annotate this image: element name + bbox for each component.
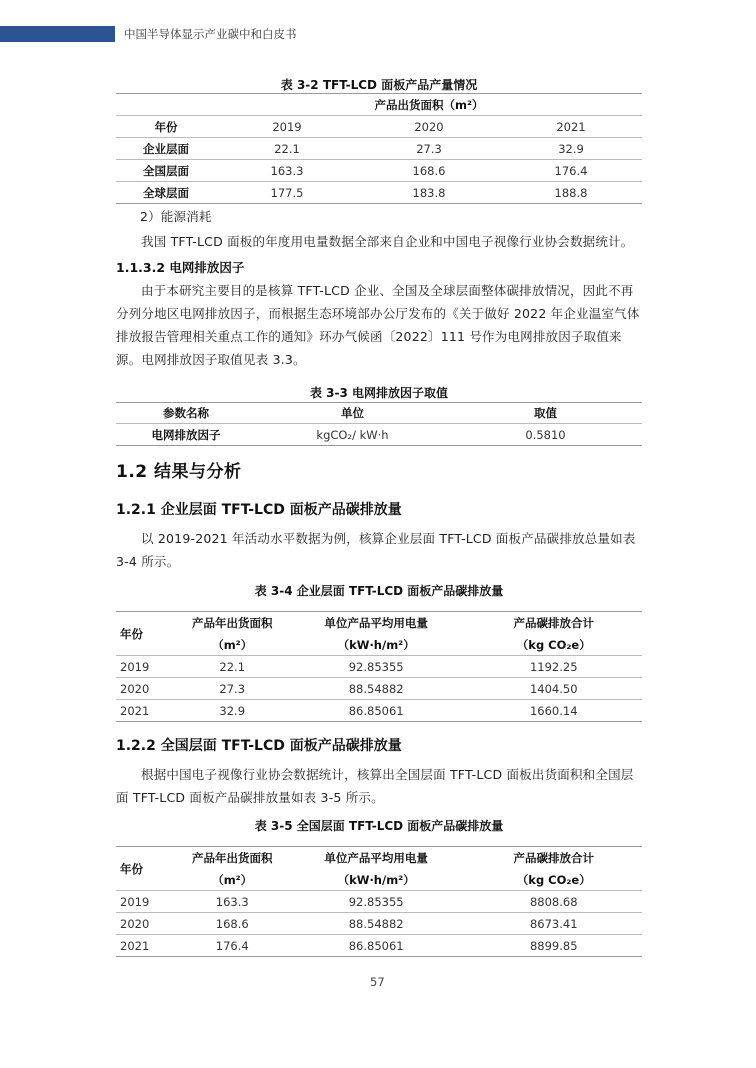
table-header-unit: （kW·h/m²） (337, 872, 415, 887)
table-3-4 (116, 611, 642, 722)
table-header-cell: 年份 (154, 119, 178, 134)
table-row (116, 656, 642, 678)
table-3-2 (116, 93, 642, 204)
table-cell: 88.54882 (348, 916, 404, 931)
paragraph: 根据中国电子视像行业协会数据统计，核算出全国层面 TFT-LCD 面板出货面积和全国层面 TFT-LCD 面板产品碳排放量如表 3-5 所示。 (116, 767, 634, 805)
table-row (116, 160, 642, 182)
table-cell: 0.5810 (525, 427, 566, 442)
table-cell: 163.3 (215, 894, 249, 909)
table-header-cell: 单位产品平均用电量 (324, 615, 428, 630)
table-header-cell: 年份 (120, 861, 143, 876)
table-cell: 22.1 (274, 141, 300, 156)
table-cell: 32.9 (219, 703, 246, 718)
table-cell: 2021 (120, 703, 150, 718)
row-label: 全国层面 (143, 163, 189, 178)
table-cell: 177.5 (270, 185, 304, 200)
table-row (116, 935, 642, 957)
table-3-3 (116, 402, 642, 446)
table-3-5-caption: 表 3-5 全国层面 TFT-LCD 面板产品碳排放量 (254, 819, 504, 833)
table-3-4-caption: 表 3-4 企业层面 TFT-LCD 面板产品碳排放量 (254, 584, 504, 598)
table-cell: 176.4 (554, 163, 588, 178)
table-cell: 163.3 (270, 163, 304, 178)
heading-1-2-2: 1.2.2 全国层面 TFT-LCD 面板产品碳排放量 (116, 738, 402, 754)
table-cell: 1404.50 (529, 681, 578, 696)
table-cell: 92.85355 (348, 659, 404, 674)
table-header-cell: 单位产品平均用电量 (324, 850, 428, 865)
heading-1-2-1: 1.2.1 企业层面 TFT-LCD 面板产品碳排放量 (116, 502, 402, 518)
table-row (116, 424, 642, 446)
table-cell: kgCO₂/ kW·h (316, 427, 389, 442)
table-cell: 1660.14 (529, 703, 578, 718)
table-header-cell: 产品碳排放合计 (513, 615, 595, 630)
page-number: 57 (370, 975, 385, 989)
table-row (116, 138, 642, 160)
table-cell: 27.3 (416, 141, 442, 156)
table-header-cell: 2021 (556, 119, 586, 134)
table-cell: 8899.85 (529, 938, 578, 953)
table-header-cell: 单位 (341, 406, 364, 420)
table-3-3-caption: 表 3-3 电网排放因子取值 (309, 386, 449, 400)
table-header-cell: 年份 (120, 626, 143, 641)
table-cell: 2020 (120, 916, 150, 931)
table-header-unit: （kW·h/m²） (337, 637, 415, 652)
table-header-unit: （kg CO₂e） (516, 637, 591, 652)
table-header-unit: （kg CO₂e） (516, 872, 591, 887)
paragraph: 我国 TFT-LCD 面板的年度用电量数据全部来自企业和中国电子视像行业协会数据统计。 (141, 234, 634, 249)
row-label: 企业层面 (143, 141, 189, 156)
heading-1-1-3-2: 1.1.3.2 电网排放因子 (116, 260, 245, 275)
table-cell: 8808.68 (529, 894, 578, 909)
table-row (116, 891, 642, 913)
table-cell: 176.4 (215, 938, 249, 953)
table-cell: 168.6 (412, 163, 446, 178)
heading-1-2: 1.2 结果与分析 (116, 462, 242, 482)
table-header-cell: 产品年出货面积 (191, 850, 273, 865)
table-header-unit: （m²） (212, 637, 253, 652)
table-cell: 2019 (120, 659, 150, 674)
table-header-cell: 取值 (534, 406, 557, 420)
table-header-unit: （m²） (212, 872, 253, 887)
table-cell: 168.6 (215, 916, 249, 931)
document-title: 中国半导体显示产业碳中和白皮书 (124, 27, 297, 41)
table-header-cell: 产品碳排放合计 (513, 850, 595, 865)
table-3-2-group-header: 产品出货面积（m²） (374, 97, 484, 112)
subsection-label: 2）能源消耗 (140, 209, 212, 224)
table-header-cell: 2019 (272, 119, 302, 134)
table-cell: 183.8 (412, 185, 446, 200)
table-cell: 1192.25 (529, 659, 578, 674)
table-cell: 188.8 (554, 185, 588, 200)
table-cell: 86.85061 (348, 703, 404, 718)
table-cell: 27.3 (219, 681, 246, 696)
table-cell: 2021 (120, 938, 150, 953)
table-header-cell: 产品年出货面积 (191, 615, 273, 630)
table-row (116, 700, 642, 722)
table-row (116, 678, 642, 700)
table-3-5 (116, 846, 642, 957)
table-3-2-caption: 表 3-2 TFT-LCD 面板产品产量情况 (280, 78, 478, 92)
table-row (116, 182, 642, 204)
table-row (116, 913, 642, 935)
table-cell: 2019 (120, 894, 150, 909)
table-cell: 8673.41 (529, 916, 578, 931)
table-cell: 电网排放因子 (151, 427, 221, 442)
paragraph: 以 2019-2021 年活动水平数据为例，核算企业层面 TFT-LCD 面板产品碳排放总量如表 3-4 所示。 (116, 531, 636, 569)
table-cell: 86.85061 (348, 938, 404, 953)
table-header-cell: 参数名称 (163, 406, 209, 420)
row-label: 全球层面 (143, 185, 189, 200)
table-cell: 2020 (120, 681, 150, 696)
table-header-cell: 2020 (414, 119, 444, 134)
paragraph: 由于本研究主要目的是核算 TFT-LCD 企业、全国及全球层面整体碳排放情况，因此不再分列分地区电网排放因子，而根据生态环境部办公厅发布的《关于做好 2022 年企业温室气体排放报告管理相关重点工作的通知》环办气候函〔2022〕111 号作为电网排放因子取值来源。电网排放因子取值见表 3.3。 (116, 283, 640, 367)
table-cell: 88.54882 (348, 681, 404, 696)
table-cell: 92.85355 (348, 894, 404, 909)
table-cell: 32.9 (558, 141, 584, 156)
header-accent-bar (0, 26, 115, 42)
table-cell: 22.1 (219, 659, 246, 674)
